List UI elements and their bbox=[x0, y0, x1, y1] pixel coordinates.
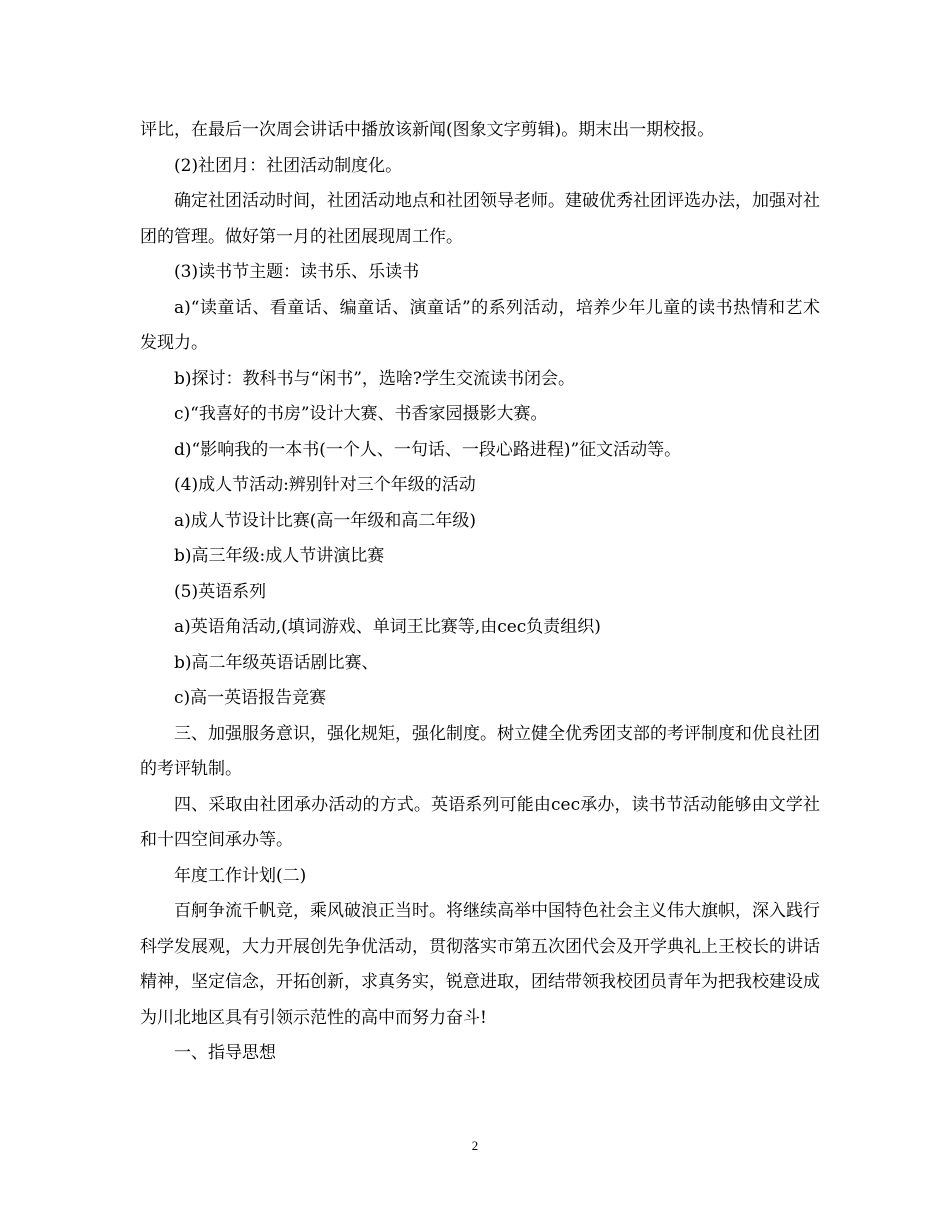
paragraph: b)高三年级:成人节讲演比赛 bbox=[174, 546, 385, 566]
paragraph: c)“我喜好的书房”设计大赛、书香家园摄影大赛。 bbox=[174, 404, 548, 424]
document-body bbox=[140, 113, 820, 1072]
paragraph: (3)读书节主题：读书乐、乐读书 bbox=[174, 262, 420, 282]
paragraph: a)“读童话、看童话、编童话、演童话”的系列活动，培养少年儿童的读书热情和艺术发现力。 bbox=[140, 297, 820, 353]
paragraph: 四、采取由社团承办活动的方式。英语系列可能由cec承办，读书节活动能够由文学社和十四空间承办等。 bbox=[140, 794, 820, 850]
paragraph: b)高二年级英语话剧比赛、 bbox=[174, 652, 379, 673]
section-heading: 一、指导思想 bbox=[174, 1043, 276, 1063]
paragraph: d)“影响我的一本书(一个人、一句话、一段心路进程)”征文活动等。 bbox=[174, 439, 682, 460]
paragraph: c)高一英语报告竞赛 bbox=[174, 688, 327, 708]
paragraph: 百舸争流千帆竞，乘风破浪正当时。将继续高举中国特色社会主义伟大旗帜，深入践行科学发展观，大力开展创先争优活动，贯彻落实市第五次团代会及开学典礼上王校长的讲话精神，坚定信念，开拓创新，求真务实，锐意进取，团结带领我校团员青年为把我校建设成为川北地区具有引领示范性的高中而努力奋斗! bbox=[140, 901, 820, 1028]
paragraph: (4)成人节活动:辨别针对三个年级的活动 bbox=[174, 475, 476, 495]
paragraph: 评比，在最后一次周会讲话中播放该新闻(图象文字剪辑)。期末出一期校报。 bbox=[140, 120, 715, 140]
page-number: 2 bbox=[471, 1138, 479, 1153]
paragraph: a)成人节设计比赛(高一年级和高二年级) bbox=[174, 510, 477, 531]
paragraph: 确定社团活动时间，社团活动地点和社团领导老师。建破优秀社团评选办法，加强对社团的管理。做好第一月的社团展现周工作。 bbox=[140, 191, 820, 247]
paragraph: (5)英语系列 bbox=[174, 581, 267, 602]
paragraph: b)探讨：教科书与“闲书”，选啥?学生交流读书闭会。 bbox=[174, 368, 576, 389]
paragraph: 三、加强服务意识，强化规矩，强化制度。树立健全优秀团支部的考评制度和优良社团的考评轨制。 bbox=[140, 723, 820, 779]
paragraph: a)英语角活动,(填词游戏、单词王比赛等,由cec负责组织) bbox=[174, 617, 601, 637]
section-heading: 年度工作计划(二) bbox=[174, 865, 307, 886]
paragraph: (2)社团月：社团活动制度化。 bbox=[174, 155, 403, 176]
